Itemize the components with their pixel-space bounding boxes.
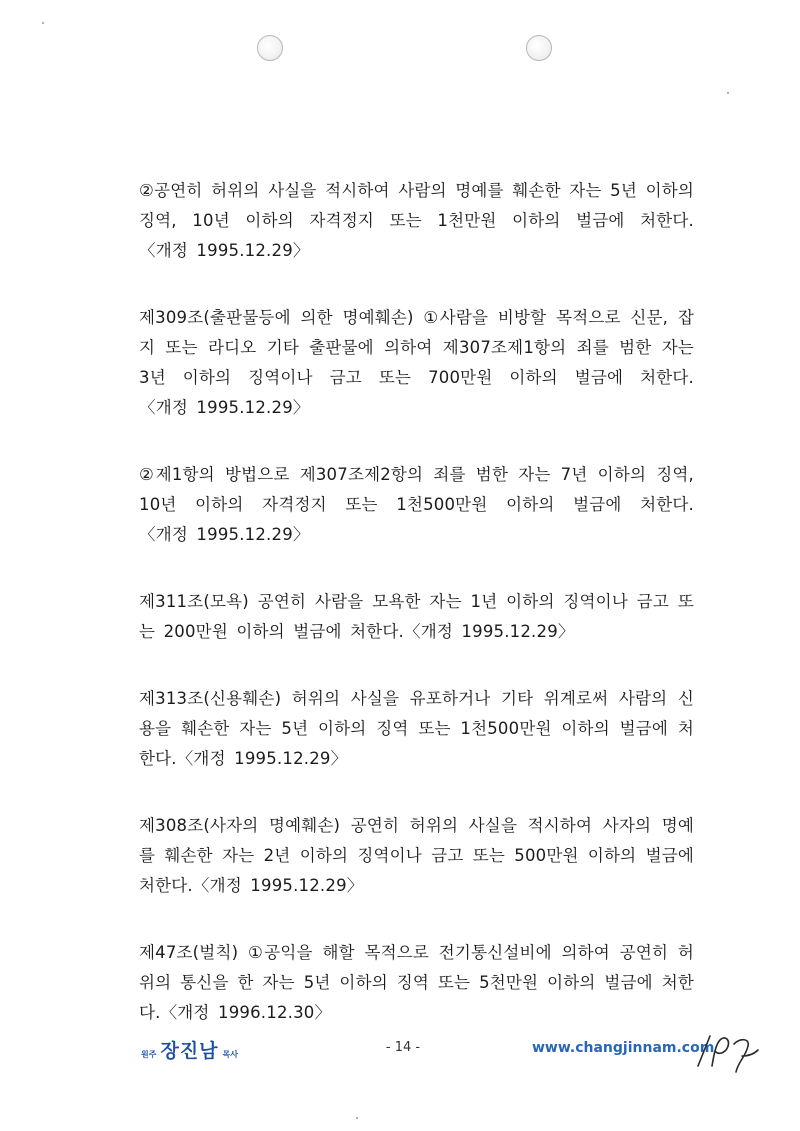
scan-speck	[42, 22, 44, 24]
paragraph-article-308: 제308조(사자의 명예훼손) 공연히 허위의 사실을 적시하여 사자의 명예를 훼손한 자는 2년 이하의 징역이나 금고 또는 500만원 이하의 벌금에 처한다.〈개정 1995.12.29〉	[139, 816, 694, 895]
logo-prefix: 원주	[141, 1050, 157, 1059]
paragraph-article-311: 제311조(모욕) 공연히 사람을 모욕한 자는 1년 이하의 징역이나 금고 또는 200만원 이하의 벌금에 처한다.〈개정 1995.12.29〉	[139, 592, 694, 641]
amendment-note: 〈개정 1995.12.29〉	[192, 876, 364, 895]
punch-hole-left	[257, 35, 283, 61]
amendment-note: 〈개정 1995.12.29〉	[139, 398, 310, 417]
punch-hole-right	[526, 35, 552, 61]
handwritten-signature	[690, 1026, 762, 1078]
scan-speck	[356, 1117, 358, 1119]
page-number: - 14 -	[385, 1040, 421, 1055]
amendment-note: 〈개정 1995.12.29〉	[139, 525, 310, 544]
amendment-note: 〈개정 1996.12.30〉	[160, 1003, 332, 1022]
paragraph-article-313: 제313조(신용훼손) 허위의 사실을 유포하거나 기타 위계로써 사람의 신용을 훼손한 자는 5년 이하의 징역 또는 1천500만원 이하의 벌금에 처한다.〈개정 1995.12.29〉	[139, 689, 694, 768]
page-footer	[0, 1036, 800, 1076]
paragraph-article-309: 제309조(출판물등에 의한 명예훼손) ①사람을 비방할 목적으로 신문, 잡지 또는 라디오 기타 출판물에 의하여 제307조제1항의 죄를 범한 자는 3년 이하의 징역이나 금고 또는 700만원 이하의 벌금에 처한다.〈개정 1995.12.29〉	[139, 308, 694, 417]
logo-name: 장진남	[160, 1040, 219, 1062]
logo-suffix: 목사	[222, 1050, 238, 1059]
paragraph-article-47: 제47조(벌칙) ①공익을 해할 목적으로 전기통신설비에 의하여 공연히 허위의 통신을 한 자는 5년 이하의 징역 또는 5천만원 이하의 벌금에 처한다.〈개정 1996.12.30〉	[139, 943, 694, 1022]
amendment-note: 〈개정 1995.12.29〉	[139, 241, 310, 260]
paragraph-article-309-2: ②제1항의 방법으로 제307조제2항의 죄를 범한 자는 7년 이하의 징역, 10년 이하의 자격정지 또는 1천500만원 이하의 벌금에 처한다.〈개정 1995.12.29〉	[139, 465, 694, 544]
scan-speck	[727, 92, 729, 94]
author-logo	[141, 1036, 242, 1063]
statute-text	[139, 176, 694, 1065]
paragraph-defamation-false-fact: ②공연히 허위의 사실을 적시하여 사람의 명예를 훼손한 자는 5년 이하의 징역, 10년 이하의 자격정지 또는 1천만원 이하의 벌금에 처한다.〈개정 1995.12.29〉	[139, 181, 694, 260]
website-link[interactable]: www.changjinnam.com	[532, 1040, 715, 1056]
amendment-note: 〈개정 1995.12.29〉	[404, 622, 575, 641]
amendment-note: 〈개정 1995.12.29〉	[176, 749, 348, 768]
